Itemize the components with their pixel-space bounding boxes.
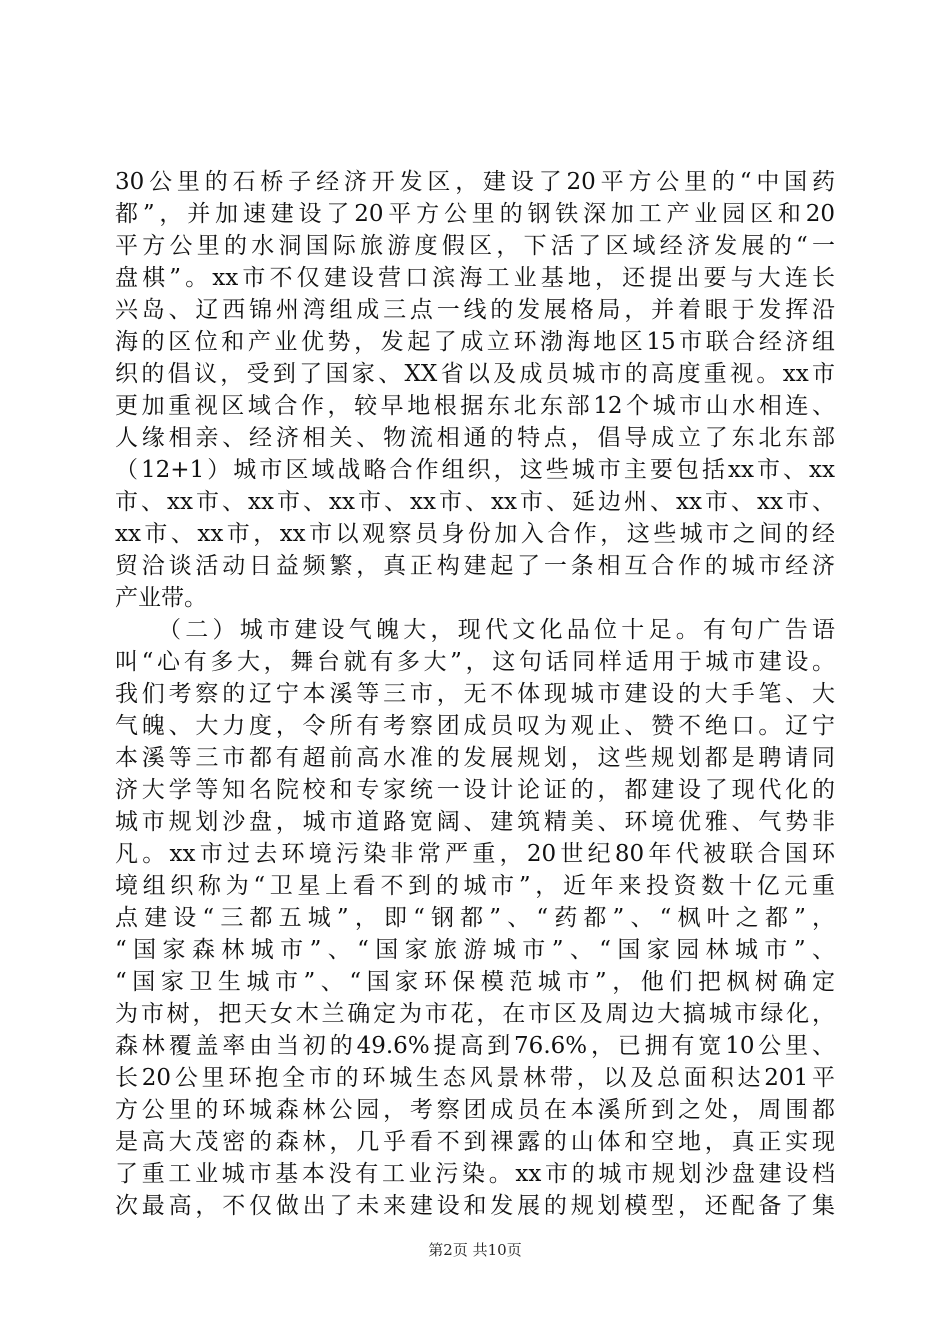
text-line: 是高大茂密的森林，几乎看不到裸露的山体和空地，真正实现: [115, 1129, 835, 1155]
text-line: 了重工业城市基本没有工业污染。xx市的城市规划沙盘建设档: [115, 1161, 835, 1187]
text-line: 点建设“三都五城”，即“钢都”、“药都”、“枫叶之都”，: [115, 905, 835, 931]
text-line: 都”，并加速建设了20平方公里的钢铁深加工产业园区和20: [115, 201, 835, 227]
text-line: 气魄、大力度，令所有考察团成员叹为观止、赞不绝口。辽宁: [115, 713, 835, 739]
text-line: （二）城市建设气魄大，现代文化品位十足。有句广告语: [115, 617, 835, 643]
text-line: 人缘相亲、经济相关、物流相通的特点，倡导成立了东北东部: [115, 425, 835, 451]
text-line: 兴岛、辽西锦州湾组成三点一线的发展格局，并着眼于发挥沿: [115, 297, 835, 323]
text-line: 凡。xx市过去环境污染非常严重，20世纪80年代被联合国环: [115, 841, 835, 867]
text-line: 森林覆盖率由当初的49.6%提高到76.6%，已拥有宽10公里、: [115, 1033, 835, 1059]
text-line: 市、xx市、xx市、xx市、xx市、xx市、延边州、xx市、xx市、: [115, 489, 835, 515]
text-line: 长20公里环抱全市的环城生态风景林带，以及总面积达201平: [115, 1065, 835, 1091]
text-line: 织的倡议，受到了国家、XX省以及成员城市的高度重视。xx市: [115, 361, 835, 387]
text-line: 本溪等三市都有超前高水准的发展规划，这些规划都是聘请同: [115, 745, 835, 771]
text-line: 产业带。: [115, 585, 207, 611]
text-line: xx市、xx市，xx市以观察员身份加入合作，这些城市之间的经: [115, 521, 835, 547]
text-line: 为市树，把天女木兰确定为市花，在市区及周边大搞城市绿化，: [115, 1001, 835, 1027]
text-line: 境组织称为“卫星上看不到的城市”，近年来投资数十亿元重: [115, 873, 835, 899]
text-line: 济大学等知名院校和专家统一设计论证的，都建设了现代化的: [115, 777, 835, 803]
text-line: “国家卫生城市”、“国家环保模范城市”，他们把枫树确定: [115, 969, 835, 995]
text-line: 30公里的石桥子经济开发区，建设了20平方公里的“中国药: [115, 169, 835, 195]
text-line: （12+1）城市区域战略合作组织，这些城市主要包括xx市、xx: [115, 457, 835, 483]
text-line: 海的区位和产业优势，发起了成立环渤海地区15市联合经济组: [115, 329, 835, 355]
text-line: 叫“心有多大，舞台就有多大”，这句话同样适用于城市建设。: [115, 649, 835, 675]
body-text: [115, 166, 835, 1222]
text-line: 方公里的环城森林公园，考察团成员在本溪所到之处，周围都: [115, 1097, 835, 1123]
text-line: 更加重视区域合作，较早地根据东北东部12个城市山水相连、: [115, 393, 835, 419]
page-number-footer: 第2页 共10页: [428, 1241, 522, 1259]
text-line: 城市规划沙盘，城市道路宽阔、建筑精美、环境优雅、气势非: [115, 809, 835, 835]
text-line: 我们考察的辽宁本溪等三市，无不体现城市建设的大手笔、大: [115, 681, 835, 707]
text-line: 贸洽谈活动日益频繁，真正构建起了一条相互合作的城市经济: [115, 553, 835, 579]
text-line: 盘棋”。xx市不仅建设营口滨海工业基地，还提出要与大连长: [115, 265, 835, 291]
text-line: “国家森林城市”、“国家旅游城市”、“国家园林城市”、: [115, 937, 835, 963]
text-line: 平方公里的水洞国际旅游度假区，下活了区域经济发展的“一: [115, 233, 835, 259]
text-line: 次最高，不仅做出了未来建设和发展的规划模型，还配备了集: [115, 1193, 835, 1219]
